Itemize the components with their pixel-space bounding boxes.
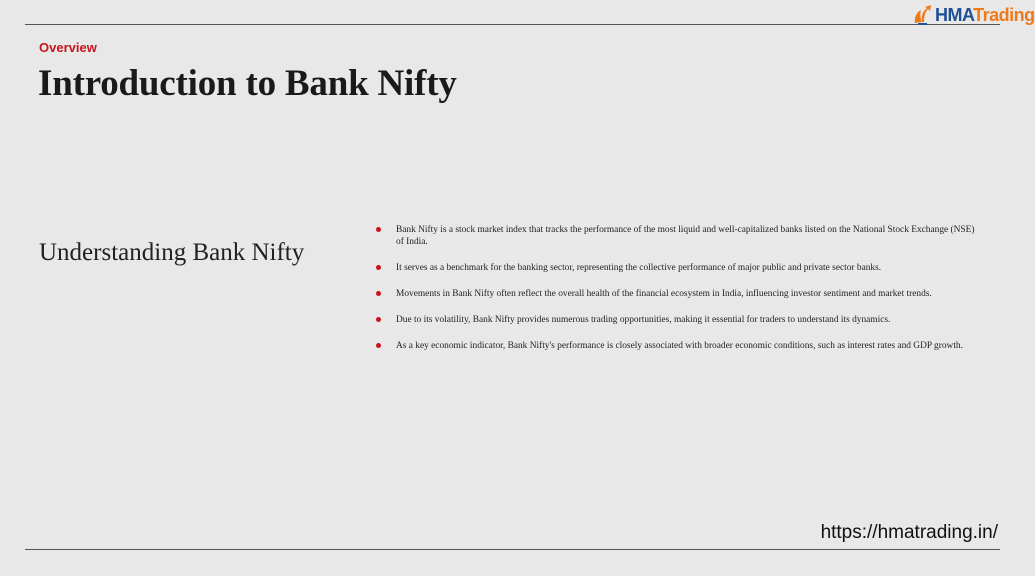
website-link[interactable]: https://hmatrading.in/	[820, 522, 998, 543]
bullet-dot-icon	[376, 265, 381, 270]
bullet-dot-icon	[376, 343, 381, 348]
top-divider	[25, 24, 1000, 25]
bullet-text: Movements in Bank Nifty often reflect the overall health of the financial ecosystem in India, influencing investor sentiment and market trends.	[396, 289, 932, 299]
bullet-item	[372, 314, 982, 326]
bullet-text: Due to its volatility, Bank Nifty provides numerous trading opportunities, making it essential for traders to understand its dynamics.	[396, 315, 891, 325]
bullet-item	[372, 340, 982, 352]
page-title: Introduction to Bank Nifty	[38, 63, 457, 104]
bullet-item	[372, 288, 982, 300]
bullet-dot-icon	[376, 291, 381, 296]
bottom-divider	[25, 549, 1000, 550]
bullet-text: As a key economic indicator, Bank Nifty's performance is closely associated with broader economic conditions, such as interest rates and GDP growth.	[396, 341, 963, 351]
bullet-item	[372, 262, 982, 274]
bullet-item	[372, 224, 982, 248]
logo-wordmark: HMATrading	[935, 5, 1035, 25]
chart-arrow-icon	[912, 4, 932, 26]
bullet-text: Bank Nifty is a stock market index that tracks the performance of the most liquid and well-capitalized banks listed on the National Stock Exchange (NSE) of India.	[396, 225, 975, 247]
section-kicker: Overview	[39, 40, 97, 55]
bullet-dot-icon	[376, 227, 381, 232]
bullet-text: It serves as a benchmark for the banking sector, representing the collective performance of major public and private sector banks.	[396, 263, 882, 273]
bullet-list	[372, 224, 982, 366]
section-subtitle: Understanding Bank Nifty	[39, 239, 305, 266]
bullet-dot-icon	[376, 317, 381, 322]
hma-trading-logo	[912, 3, 1035, 27]
